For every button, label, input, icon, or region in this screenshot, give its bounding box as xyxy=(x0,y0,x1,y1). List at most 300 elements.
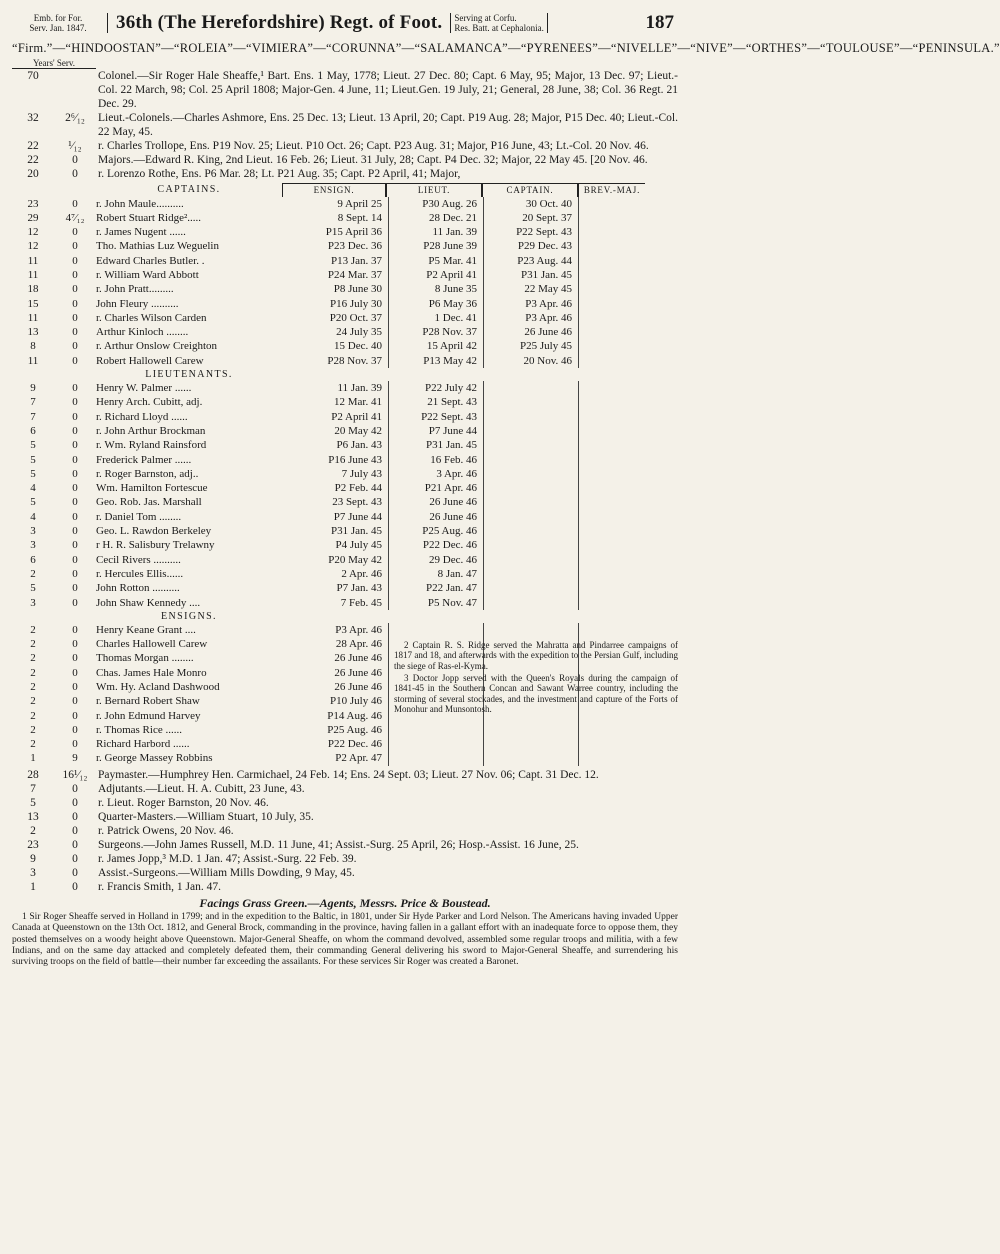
captains-title: CAPTAINS. xyxy=(157,183,221,195)
table-row xyxy=(12,453,678,467)
full-pay-years: 8 xyxy=(30,340,36,353)
table-row xyxy=(12,737,678,751)
half-pay-years: 0 xyxy=(72,525,78,538)
captains-table xyxy=(12,197,678,369)
lieut-date: P21 Apr. 46 xyxy=(389,481,484,495)
empty-cell xyxy=(484,623,579,637)
full-pay-years: 12 xyxy=(27,240,39,253)
entry-text: Paymaster.—Humphrey Hen. Carmichael, 24 Feb. 14; Ens. 24 Sept. 03; Lieut. 27 Nov. 06; Capt. 31 Dec. 12. xyxy=(98,768,599,781)
half-pay-years: 0 xyxy=(72,539,78,552)
ensign-date: 15 Dec. 40 xyxy=(286,339,389,353)
ensign-date: 7 Feb. 45 xyxy=(286,596,389,610)
full-pay-years: 5 xyxy=(30,453,36,466)
brev-maj-date xyxy=(579,381,645,395)
officer-name: Henry W. Palmer ...... xyxy=(96,382,192,395)
half-pay-years: 0 xyxy=(72,652,78,665)
full-pay-years: 70 xyxy=(27,69,39,82)
half-pay-years: 0 xyxy=(72,824,78,837)
ensigns-section xyxy=(12,610,678,766)
table-row xyxy=(12,467,678,481)
table-row xyxy=(12,311,678,325)
half-pay-years: 0 xyxy=(72,838,78,851)
officer-name: r. John Pratt......... xyxy=(96,283,174,296)
full-pay-years: 4 xyxy=(30,510,36,523)
officer-name: John Rotton .......... xyxy=(96,582,180,595)
officer-name: Wm. Hamilton Fortescue xyxy=(96,482,208,495)
table-row xyxy=(12,438,678,452)
brev-maj-date xyxy=(579,424,645,438)
full-pay-years: 3 xyxy=(30,539,36,552)
half-pay-years: 0 xyxy=(72,396,78,409)
officer-name: r. John Edmund Harvey xyxy=(96,709,201,722)
col-lieut: LIEUT. xyxy=(386,183,482,197)
half-pay-years: ¹⁄₁₂ xyxy=(68,139,82,152)
embarked-line-1: Emb. for For. xyxy=(33,13,83,23)
ensign-date: P4 July 45 xyxy=(286,538,389,552)
col-brev-maj: BREV.-MAJ. xyxy=(578,183,645,197)
table-row xyxy=(12,410,678,424)
staff-entry xyxy=(12,880,678,894)
ensign-date: P15 April 36 xyxy=(286,225,389,239)
officer-name: Chas. James Hale Monro xyxy=(96,666,207,679)
brev-maj-date xyxy=(579,453,645,467)
full-pay-years: 2 xyxy=(30,652,36,665)
officer-name: Thomas Morgan ........ xyxy=(96,652,194,665)
senior-entry xyxy=(12,111,678,139)
staff-entry xyxy=(12,866,678,880)
officer-name: Robert Stuart Ridge²..... xyxy=(96,211,202,224)
brev-maj-date xyxy=(579,254,645,268)
full-pay-years: 32 xyxy=(27,111,39,124)
half-pay-years: 0 xyxy=(72,709,78,722)
full-pay-years: 4 xyxy=(30,482,36,495)
full-pay-years: 2 xyxy=(30,567,36,580)
empty-cell xyxy=(389,723,484,737)
half-pay-years: 0 xyxy=(72,340,78,353)
full-pay-years: 7 xyxy=(30,396,36,409)
full-pay-years: 2 xyxy=(30,638,36,651)
table-row xyxy=(12,268,678,282)
lieutenants-title: LIEUTENANTS. xyxy=(145,369,233,381)
serving-note xyxy=(450,13,547,33)
lieut-date: P5 Mar. 41 xyxy=(389,254,484,268)
table-row xyxy=(12,567,678,581)
officer-name: r. Hercules Ellis...... xyxy=(96,567,184,580)
ensign-date: P8 June 30 xyxy=(286,282,389,296)
half-pay-years: 0 xyxy=(72,410,78,423)
full-pay-years: 13 xyxy=(27,326,39,339)
brev-maj-date xyxy=(579,339,645,353)
empty-cell xyxy=(484,510,579,524)
staff-entry xyxy=(12,782,678,796)
half-pay-years: 0 xyxy=(72,681,78,693)
empty-cell xyxy=(484,438,579,452)
brev-maj-date xyxy=(579,225,645,239)
ensign-date: P16 July 30 xyxy=(286,297,389,311)
table-row xyxy=(12,211,678,225)
lieut-date: P22 Sept. 43 xyxy=(389,410,484,424)
lieut-date: P5 Nov. 47 xyxy=(389,596,484,610)
full-pay-years: 18 xyxy=(27,283,39,296)
lieut-date: P31 Jan. 45 xyxy=(389,438,484,452)
table-row xyxy=(12,225,678,239)
officer-name: r. William Ward Abbott xyxy=(96,268,199,281)
captain-date: 26 June 46 xyxy=(484,325,579,339)
half-pay-years: 0 xyxy=(72,439,78,452)
ensign-date: P2 Apr. 47 xyxy=(286,751,389,765)
captain-date: 30 Oct. 40 xyxy=(484,197,579,211)
table-row xyxy=(12,553,678,567)
entry-text: r. James Jopp,³ M.D. 1 Jan. 47; Assist.-Surg. 22 Feb. 39. xyxy=(98,852,357,865)
ensign-date: 23 Sept. 43 xyxy=(286,495,389,509)
entry-text: r. Patrick Owens, 20 Nov. 46. xyxy=(98,824,234,837)
ensign-date: P7 Jan. 43 xyxy=(286,581,389,595)
ensign-date: P20 May 42 xyxy=(286,553,389,567)
empty-cell xyxy=(484,381,579,395)
empty-cell xyxy=(484,567,579,581)
ensign-date: 26 June 46 xyxy=(286,680,389,694)
officer-name: r. Bernard Robert Shaw xyxy=(96,695,200,708)
captain-date: 20 Nov. 46 xyxy=(484,354,579,368)
officer-name: r. John Maule.......... xyxy=(96,197,184,210)
half-pay-years: 0 xyxy=(72,482,78,495)
lieut-date: 28 Dec. 21 xyxy=(389,211,484,225)
entry-text: Adjutants.—Lieut. H. A. Cubitt, 23 June, 43. xyxy=(98,782,305,795)
half-pay-years: 4⁷⁄₁₂ xyxy=(65,211,85,224)
full-pay-years: 3 xyxy=(30,866,36,879)
brev-maj-date xyxy=(579,538,645,552)
ensign-date: 26 June 46 xyxy=(286,666,389,680)
embarked-line-2: Serv. Jan. 1847. xyxy=(29,23,87,33)
officer-name: Edward Charles Butler. . xyxy=(96,254,205,267)
ensign-date: P24 Mar. 37 xyxy=(286,268,389,282)
full-pay-years: 5 xyxy=(30,796,36,809)
half-pay-years: 0 xyxy=(72,796,78,809)
officer-name: r. Charles Wilson Carden xyxy=(96,311,207,324)
table-row xyxy=(12,297,678,311)
serving-line-2: Res. Batt. at Cephalonia. xyxy=(454,23,544,33)
officer-name: Richard Harbord ...... xyxy=(96,738,190,751)
lieut-date: P6 May 36 xyxy=(389,297,484,311)
full-pay-years: 2 xyxy=(30,623,36,636)
entry-text: r. Lorenzo Rothe, Ens. P6 Mar. 28; Lt. P21 Aug. 35; Capt. P2 April, 41; Major, xyxy=(98,167,461,180)
officer-name: r. Richard Lloyd ...... xyxy=(96,410,188,423)
senior-officers xyxy=(12,69,678,181)
brev-maj-date xyxy=(579,495,645,509)
captain-date: 22 May 45 xyxy=(484,282,579,296)
full-pay-years: 13 xyxy=(27,810,39,823)
ensign-date: P25 Aug. 46 xyxy=(286,723,389,737)
half-pay-years: 0 xyxy=(72,311,78,324)
table-row xyxy=(12,424,678,438)
captain-date: P3 Apr. 46 xyxy=(484,297,579,311)
officer-name: r. Daniel Tom ........ xyxy=(96,510,182,523)
staff-entry xyxy=(12,796,678,810)
facings-agents: Facings Grass Green.—Agents, Messrs. Price & Boustead. xyxy=(199,895,491,910)
officer-name: John Shaw Kennedy .... xyxy=(96,596,201,609)
half-pay-years: 0 xyxy=(72,553,78,566)
half-pay-years: 0 xyxy=(72,782,78,795)
senior-entry xyxy=(12,139,678,153)
page-number: 187 xyxy=(645,12,674,33)
full-pay-years: 11 xyxy=(27,354,39,367)
full-pay-years: 11 xyxy=(27,254,39,267)
ensign-date: P28 Nov. 37 xyxy=(286,354,389,368)
officer-name: r. John Arthur Brockman xyxy=(96,424,206,437)
half-pay-years: 0 xyxy=(72,880,78,893)
officer-name: Wm. Hy. Acland Dashwood xyxy=(96,681,220,693)
entry-text: Assist.-Surgeons.—William Mills Dowding, 9 May, 45. xyxy=(98,866,355,879)
full-pay-years: 1 xyxy=(30,752,36,765)
half-pay-years: 0 xyxy=(72,268,78,281)
battle-honours: “Firm.”—“HINDOOSTAN”—“ROLEIA”—“VIMIERA”—“CORUNNA”—“SALAMANCA”—“PYRENEES”—“NIVELLE”—“NIVE”—“ORTHES”—“TOULOUSE”—“PENINSULA.” xyxy=(12,41,1000,55)
half-pay-years: 0 xyxy=(72,467,78,480)
entry-text: r. Francis Smith, 1 Jan. 47. xyxy=(98,880,221,893)
half-pay-years: 0 xyxy=(72,240,78,253)
captain-date: P22 Sept. 43 xyxy=(484,225,579,239)
half-pay-years: 0 xyxy=(72,638,78,651)
lieut-date: P2 April 41 xyxy=(389,268,484,282)
ensign-date: 28 Apr. 46 xyxy=(286,637,389,651)
table-row xyxy=(12,524,678,538)
half-pay-years xyxy=(54,69,96,111)
table-row xyxy=(12,239,678,253)
half-pay-years: 0 xyxy=(72,810,78,823)
brev-maj-date xyxy=(579,211,645,225)
full-pay-years: 7 xyxy=(30,782,36,795)
full-pay-years: 20 xyxy=(27,167,39,180)
officer-name: Frederick Palmer ...... xyxy=(96,453,192,466)
half-pay-years: 0 xyxy=(72,167,78,180)
empty-cell xyxy=(484,553,579,567)
captain-date: P29 Dec. 43 xyxy=(484,239,579,253)
col-captain: CAPTAIN. xyxy=(482,183,578,197)
empty-cell xyxy=(484,424,579,438)
brev-maj-date xyxy=(579,481,645,495)
half-pay-years: 2⁶⁄₁₂ xyxy=(65,111,85,124)
full-pay-years: 2 xyxy=(30,723,36,736)
entry-text: r. Charles Trollope, Ens. P19 Nov. 25; Lieut. P10 Oct. 26; Capt. P23 Aug. 31; Major, P16 June, 43; Lt.-Col. 20 Nov. 46. xyxy=(98,139,649,152)
entry-text: Quarter-Masters.—William Stuart, 10 July, 35. xyxy=(98,810,314,823)
serving-line-1: Serving at Corfu. xyxy=(454,13,517,23)
officer-name: Henry Arch. Cubitt, adj. xyxy=(96,396,203,409)
officer-name: Tho. Mathias Luz Weguelin xyxy=(96,240,219,253)
table-row xyxy=(12,325,678,339)
empty-cell xyxy=(484,581,579,595)
half-pay-years: 0 xyxy=(72,226,78,239)
full-pay-years: 7 xyxy=(30,410,36,423)
full-pay-years: 2 xyxy=(30,824,36,837)
entry-text: Majors.—Edward R. King, 2nd Lieut. 16 Feb. 26; Lieut. 31 July, 28; Capt. P4 Dec. 32; Major, 22 May 45. [20 Nov. 46. xyxy=(98,153,648,166)
brev-maj-date xyxy=(579,623,645,637)
half-pay-years: 0 xyxy=(72,866,78,879)
full-pay-years: 23 xyxy=(27,838,39,851)
lieut-date: P25 Aug. 46 xyxy=(389,524,484,538)
half-pay-years: 0 xyxy=(72,453,78,466)
brev-maj-date xyxy=(579,297,645,311)
col-ensign: ENSIGN. xyxy=(282,183,386,197)
half-pay-years: 0 xyxy=(72,852,78,865)
half-pay-years: 16¹⁄₁₂ xyxy=(62,768,88,781)
table-row xyxy=(12,481,678,495)
brev-maj-date xyxy=(579,723,645,737)
full-pay-years: 5 xyxy=(30,439,36,452)
table-row xyxy=(12,282,678,296)
brev-maj-date xyxy=(579,737,645,751)
empty-cell xyxy=(389,751,484,765)
empty-cell xyxy=(484,538,579,552)
staff-entry xyxy=(12,824,678,838)
lieut-date: P22 July 42 xyxy=(389,381,484,395)
brev-maj-date xyxy=(579,438,645,452)
half-pay-years: 0 xyxy=(72,738,78,751)
staff-entry xyxy=(12,810,678,824)
brev-maj-date xyxy=(579,239,645,253)
officer-name: Arthur Kinloch ........ xyxy=(96,326,189,339)
full-pay-years: 3 xyxy=(30,596,36,609)
full-pay-years: 22 xyxy=(27,153,39,166)
senior-entry xyxy=(12,167,678,181)
lieut-date: 26 June 46 xyxy=(389,495,484,509)
ensign-date: P23 Dec. 36 xyxy=(286,239,389,253)
ensign-date: 9 April 25 xyxy=(286,197,389,211)
officer-name: John Fleury .......... xyxy=(96,297,179,310)
embarked-note xyxy=(12,13,108,33)
half-pay-years: 0 xyxy=(72,623,78,636)
entry-text: Colonel.—Sir Roger Hale Sheaffe,¹ Bart. Ens. 1 May, 1778; Lieut. 27 Dec. 80; Capt. 6 May, 95; Major, 13 Dec. 97; Lieut.-Col. 22 March, 98; Col. 25 April 1808; Major-Gen. 4 June, 11; Lieut.Gen. 19 July, 21; General, 28 June, 38; Col. 36 Regt. 21 Dec. 29. xyxy=(98,69,678,110)
full-pay-years: 28 xyxy=(27,768,39,781)
brev-maj-date xyxy=(579,751,645,765)
table-row xyxy=(12,339,678,353)
half-pay-years: 0 xyxy=(72,510,78,523)
lieut-date: 16 Feb. 46 xyxy=(389,453,484,467)
table-row xyxy=(12,254,678,268)
lieut-date: 1 Dec. 41 xyxy=(389,311,484,325)
ensign-date: P13 Jan. 37 xyxy=(286,254,389,268)
full-pay-years: 29 xyxy=(27,211,39,224)
half-pay-years: 0 xyxy=(72,254,78,267)
lieut-date: 8 Jan. 47 xyxy=(389,567,484,581)
captain-date: P31 Jan. 45 xyxy=(484,268,579,282)
brev-maj-date xyxy=(579,524,645,538)
empty-cell xyxy=(484,481,579,495)
officer-name: Geo. Rob. Jas. Marshall xyxy=(96,496,202,509)
half-pay-years: 0 xyxy=(72,326,78,339)
table-row xyxy=(12,723,678,737)
brev-maj-date xyxy=(579,581,645,595)
officer-name: r H. R. Salisbury Trelawny xyxy=(96,539,215,552)
table-row xyxy=(12,381,678,395)
table-row xyxy=(12,354,678,368)
entry-text: Surgeons.—John James Russell, M.D. 11 June, 41; Assist.-Surg. 25 April, 26; Hosp.-Assist. 16 June, 25. xyxy=(98,838,579,851)
side-notes xyxy=(394,640,678,716)
full-pay-years: 22 xyxy=(27,139,39,152)
half-pay-years: 0 xyxy=(72,567,78,580)
lieut-date: 21 Sept. 43 xyxy=(389,395,484,409)
entry-text: Lieut.-Colonels.—Charles Ashmore, Ens. 25 Dec. 13; Lieut. 13 April, 20; Capt. P19 Aug. 28; Major, P15 Dec. 40; Lieut.-Col. 22 May, 45. xyxy=(98,111,678,138)
brev-maj-date xyxy=(579,510,645,524)
officer-name: r. Wm. Ryland Rainsford xyxy=(96,439,207,452)
ensign-date: P7 June 44 xyxy=(286,510,389,524)
half-pay-years: 0 xyxy=(72,354,78,367)
half-pay-years: 0 xyxy=(72,666,78,679)
regiment-title: 36th (The Herefordshire) Regt. of Foot. xyxy=(116,12,443,33)
ensign-date: P16 June 43 xyxy=(286,453,389,467)
ensign-date: P14 Aug. 46 xyxy=(286,709,389,723)
brev-maj-date xyxy=(579,197,645,211)
full-pay-years: 6 xyxy=(30,553,36,566)
years-service-label: Years' Serv. xyxy=(12,58,96,69)
empty-cell xyxy=(389,737,484,751)
note-jopp: 3 Doctor Jopp served with the Queen's Royals during the campaign of 1841-45 in the Southern Concan and Sawant Warree country, including the storming of several stockades, and the investment and capture of the Forts of Monohur and Munsontosh. xyxy=(394,672,678,715)
full-pay-years: 11 xyxy=(27,268,39,281)
staff-entry xyxy=(12,768,678,782)
full-pay-years: 6 xyxy=(30,424,36,437)
ensign-date: P6 Jan. 43 xyxy=(286,438,389,452)
half-pay-years: 0 xyxy=(72,382,78,395)
lieut-date: P28 Nov. 37 xyxy=(389,325,484,339)
lieut-date: 3 Apr. 46 xyxy=(389,467,484,481)
empty-cell xyxy=(484,467,579,481)
table-row xyxy=(12,581,678,595)
brev-maj-date xyxy=(579,395,645,409)
empty-cell xyxy=(484,596,579,610)
ensign-date: 24 July 35 xyxy=(286,325,389,339)
officer-name: r. Arthur Onslow Creighton xyxy=(96,340,217,353)
lieut-date: P30 Aug. 26 xyxy=(389,197,484,211)
full-pay-years: 5 xyxy=(30,496,36,509)
empty-cell xyxy=(389,623,484,637)
officer-name: r. Thomas Rice ...... xyxy=(96,723,182,736)
captain-date: P23 Aug. 44 xyxy=(484,254,579,268)
ensign-date: P2 April 41 xyxy=(286,410,389,424)
empty-cell xyxy=(484,453,579,467)
full-pay-years: 2 xyxy=(30,666,36,679)
staff-officers xyxy=(12,768,678,894)
brev-maj-date xyxy=(579,282,645,296)
captain-date: 20 Sept. 37 xyxy=(484,211,579,225)
table-row xyxy=(12,510,678,524)
ensign-date: 7 July 43 xyxy=(286,467,389,481)
half-pay-years: 0 xyxy=(72,723,78,736)
officer-name: r. James Nugent ...... xyxy=(96,226,186,239)
brev-maj-date xyxy=(579,354,645,368)
full-pay-years: 3 xyxy=(30,525,36,538)
lieut-date: P7 June 44 xyxy=(389,424,484,438)
empty-cell xyxy=(484,723,579,737)
half-pay-years: 0 xyxy=(72,496,78,509)
officer-name: Cecil Rivers .......... xyxy=(96,553,181,566)
lieut-date: P13 May 42 xyxy=(389,354,484,368)
empty-cell xyxy=(484,410,579,424)
staff-entry xyxy=(12,852,678,866)
lieut-date: 26 June 46 xyxy=(389,510,484,524)
half-pay-years: 0 xyxy=(72,424,78,437)
ensign-date: P31 Jan. 45 xyxy=(286,524,389,538)
full-pay-years: 9 xyxy=(30,852,36,865)
half-pay-years: 0 xyxy=(72,596,78,609)
officer-name: Geo. L. Rawdon Berkeley xyxy=(96,525,212,538)
half-pay-years: 0 xyxy=(72,197,78,210)
lieut-date: P22 Dec. 46 xyxy=(389,538,484,552)
empty-cell xyxy=(484,737,579,751)
brev-maj-date xyxy=(579,410,645,424)
half-pay-years: 0 xyxy=(72,582,78,595)
full-pay-years: 2 xyxy=(30,738,36,751)
officer-name: r. George Massey Robbins xyxy=(96,752,213,765)
ensign-date: P2 Feb. 44 xyxy=(286,481,389,495)
captain-date: P3 Apr. 46 xyxy=(484,311,579,325)
